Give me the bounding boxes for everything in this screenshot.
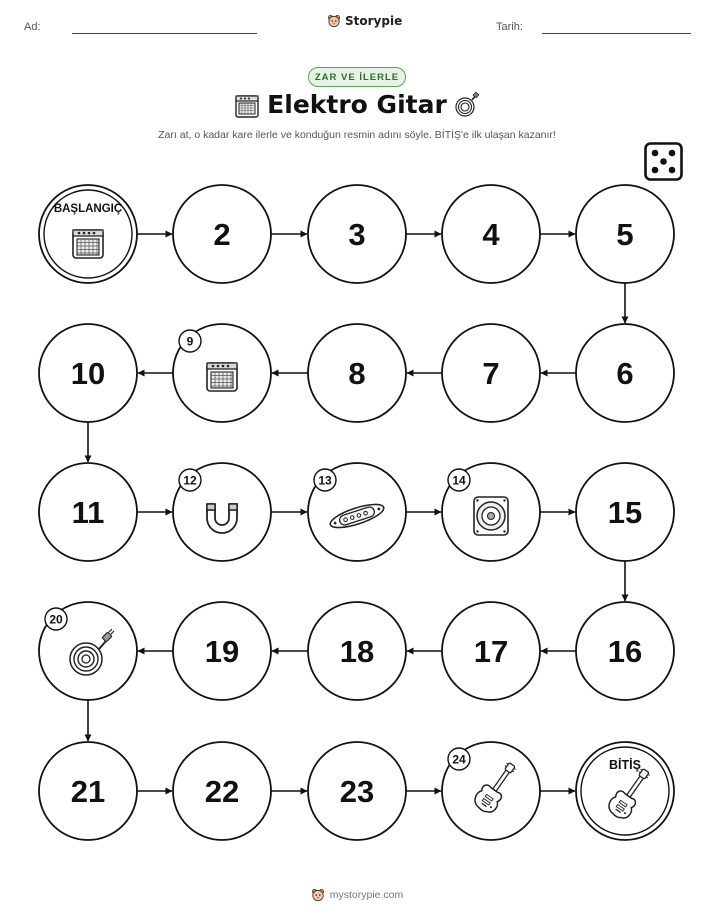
board-space-17[interactable] bbox=[442, 602, 540, 700]
board-space-18[interactable] bbox=[308, 602, 406, 700]
space-number: 11 bbox=[71, 495, 105, 530]
space-number: 10 bbox=[70, 356, 106, 391]
game-type-badge: ZAR VE İLERLE bbox=[308, 67, 406, 87]
board-space-15[interactable] bbox=[576, 463, 674, 561]
board-space-5[interactable] bbox=[576, 185, 674, 283]
space-circle bbox=[576, 742, 674, 840]
speaker-icon bbox=[474, 497, 508, 535]
board-space-4[interactable] bbox=[442, 185, 540, 283]
space-number: 8 bbox=[348, 356, 366, 391]
board-space-8[interactable] bbox=[308, 324, 406, 422]
space-number: 16 bbox=[607, 634, 643, 669]
space-number: 9 bbox=[186, 334, 194, 349]
space-number: 17 bbox=[473, 634, 509, 669]
amplifier-icon bbox=[207, 363, 237, 391]
amplifier-icon bbox=[73, 230, 103, 258]
space-number: 13 bbox=[318, 473, 332, 488]
board-space-10[interactable] bbox=[39, 324, 137, 422]
date-label: Tarih: bbox=[496, 21, 523, 33]
board-space-9[interactable] bbox=[173, 324, 271, 422]
space-number: 22 bbox=[204, 774, 240, 809]
footer bbox=[0, 888, 714, 902]
board-space-24[interactable] bbox=[442, 742, 540, 840]
space-number: 3 bbox=[348, 217, 366, 252]
space-number: 7 bbox=[482, 356, 500, 391]
board-space-12[interactable] bbox=[173, 463, 271, 561]
board-space-3[interactable] bbox=[308, 185, 406, 283]
space-number: 15 bbox=[607, 495, 643, 530]
footer-url: mystorypie.com bbox=[329, 889, 404, 901]
space-number: 23 bbox=[339, 774, 375, 809]
board-space-20[interactable] bbox=[39, 602, 137, 700]
finish-label: BİTİŞ bbox=[609, 758, 641, 772]
board-space-22[interactable] bbox=[173, 742, 271, 840]
board-space-19[interactable] bbox=[173, 602, 271, 700]
space-number: 5 bbox=[616, 217, 634, 252]
space-number: 18 bbox=[339, 634, 375, 669]
start-label: BAŞLANGIÇ bbox=[53, 203, 123, 215]
finish-space[interactable] bbox=[576, 742, 674, 840]
board-space-23[interactable] bbox=[308, 742, 406, 840]
board-space-2[interactable] bbox=[173, 185, 271, 283]
mascot-icon bbox=[311, 888, 325, 902]
brand-name: Storypie bbox=[345, 14, 403, 28]
instructions-text: Zarı at, o kadar kare ilerle ve konduğun resmin adını söyle. BİTİŞ'e ilk ulaşan kazanır! bbox=[158, 129, 556, 141]
board-space-11[interactable] bbox=[39, 463, 137, 561]
space-number: 24 bbox=[452, 752, 466, 767]
name-label: Ad: bbox=[24, 21, 41, 33]
space-number: 2 bbox=[213, 217, 231, 252]
space-number: 4 bbox=[482, 217, 500, 252]
board-space-6[interactable] bbox=[576, 324, 674, 422]
space-number: 12 bbox=[183, 473, 197, 488]
space-number: 14 bbox=[452, 473, 466, 488]
space-number: 21 bbox=[70, 774, 106, 809]
board-space-14[interactable] bbox=[442, 463, 540, 561]
board-space-16[interactable] bbox=[576, 602, 674, 700]
space-number: 19 bbox=[204, 634, 240, 669]
start-space[interactable] bbox=[39, 185, 137, 283]
page-title: Elektro Gitar bbox=[267, 90, 447, 119]
space-number: 20 bbox=[49, 612, 63, 627]
space-number: 6 bbox=[616, 356, 634, 391]
board-space-7[interactable] bbox=[442, 324, 540, 422]
board-space-13[interactable] bbox=[308, 463, 406, 561]
board-space-21[interactable] bbox=[39, 742, 137, 840]
